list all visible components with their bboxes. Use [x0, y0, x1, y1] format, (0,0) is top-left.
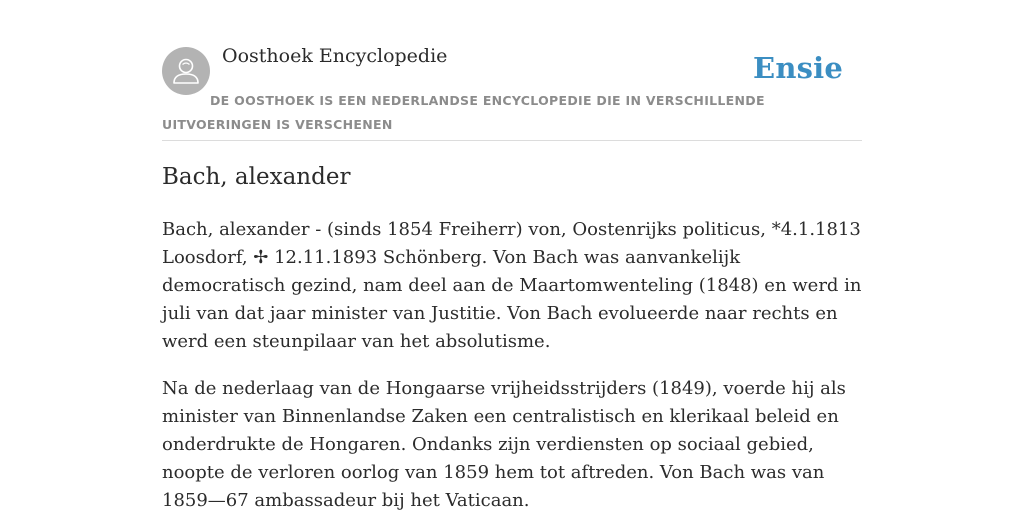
site-tagline: DE OOSTHOEK IS EEN NEDERLANDSE ENCYCLOPEDIE DIE IN VERSCHILLENDE UITVOERINGEN IS VERSCHENEN [162, 93, 765, 132]
site-header [162, 0, 862, 141]
page [162, 0, 862, 511]
article-title: Bach, alexander [162, 164, 351, 190]
site-name[interactable]: Oosthoek Encyclopedie [222, 45, 448, 67]
article-paragraph-2: Na de nederlaag van de Hongaarse vrijheidsstrijders (1849), voerde hij als minister van Binnenlandse Zaken een centralistisch en klerikaal beleid en onderdrukte de Hongaren. Ondanks zijn verdiensten op sociaal gebied, noopte de verloren oorlog van 1859 hem tot aftreden. Von Bach was van 1859—67 ambassadeur bij het Vaticaan. [162, 378, 846, 511]
brand-logo[interactable]: Ensie [753, 51, 843, 85]
user-avatar-icon[interactable] [162, 47, 210, 95]
article-paragraph-1: Bach, alexander - (sinds 1854 Freiherr) von, Oostenrijks politicus, *4.1.1813 Loosdorf, ✢ 12.11.1893 Schönberg. Von Bach was aanvankelijk democratisch gezind, nam deel aan de Maartomwenteling (1848) en werd in juli van dat jaar minister van Justitie. Von Bach evolueerde naar rechts en werd een steunpilaar van het absolutisme. [162, 219, 862, 352]
